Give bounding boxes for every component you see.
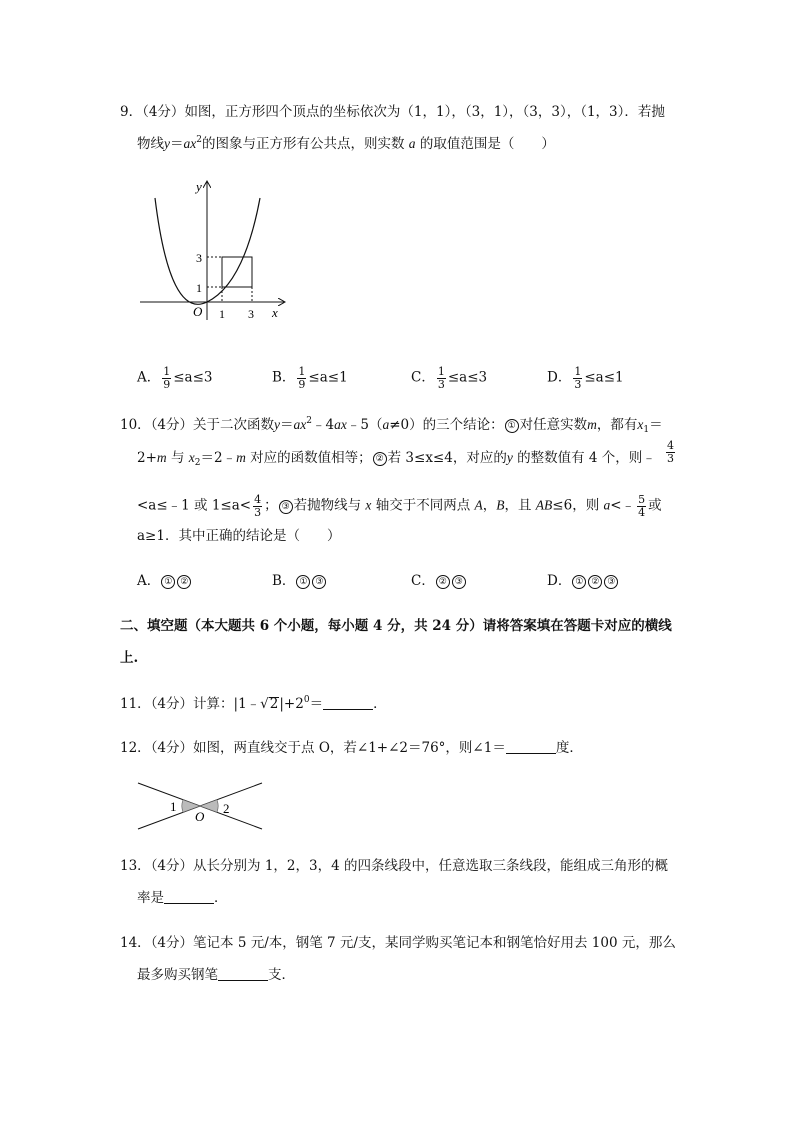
q9-option-a: A． $\frac{1}{9}$ ≤a≤3: [137, 365, 213, 391]
q13-line-2: 率是 ．: [137, 890, 228, 906]
q10-line-1: 10．（4分）关于二次函数$y=ax^2﹣4ax﹣5(a\ne 0)$的三个结论： ① 对任意实数m，都有$x_1=$: [120, 416, 663, 435]
answer-blank[interactable]: [506, 741, 556, 754]
tick-x-1: 1: [219, 307, 225, 321]
tick-x-3: 3: [248, 307, 254, 321]
answer-blank[interactable]: [164, 891, 214, 904]
q10-line-3: <a≤﹣1 或 1≤a< $\frac{4}{3}$ ； ③ 若抛物线与 x 轴交于不同两点 A，B，且 AB≤6，则 a<﹣ $\frac{5}{4}$ 或: [137, 493, 662, 519]
q10-line-4: a≥1．其中正确的结论是（ ）: [137, 528, 341, 544]
tick-y-3: 3: [196, 251, 202, 265]
q9-text: 如图，正方形四个顶点的坐标依次为（1，1），（3，1），（3，3），（1，3）．若抛: [184, 104, 665, 120]
q10-option-a: A． ① ②: [137, 575, 192, 589]
x-axis-label: x: [272, 305, 278, 320]
answer-blank[interactable]: [218, 968, 268, 981]
q14-line-2: 最多购买钢笔 支．: [137, 967, 295, 983]
q9-line-2: 物线$y=ax^2$的图象与正方形有公共点，则实数 a 的取值范围是（ ）: [137, 135, 555, 152]
q10-line-2: 2+m 与 $x_2=2﹣m$ 对应的函数值相等； ② 若 3≤x≤4，对应的y 的整数值有 4 个，则﹣: [137, 450, 656, 468]
square: [222, 257, 252, 287]
q12-line: 12．（4分）如图，两直线交于点 O，若∠1+∠2＝76°，则∠1＝ 度．: [120, 740, 583, 756]
q11-line: 11．（4分）计算：$|1﹣√2|+2^0=$ ．: [120, 695, 387, 712]
q9-score: （4分）: [142, 104, 185, 120]
q9-option-b: B． $\frac{1}{9}$ ≤a≤1: [272, 365, 348, 391]
y-axis-label: y: [196, 179, 202, 194]
q12-intersecting-lines-figure: [135, 778, 265, 833]
answer-blank[interactable]: [323, 697, 373, 710]
q10-frac-4-3: $\frac{4}{3}$: [667, 439, 674, 465]
q13-line-1: 13．（4分）从长分别为 1，2，3，4 的四条线段中，任意选取三条线段，能组成三角形的概: [120, 858, 668, 874]
tick-y-1: 1: [196, 281, 202, 295]
q9-line-1: [120, 106, 665, 120]
q9-equation: y: [164, 136, 170, 151]
section-2-heading-cont: 上.: [120, 650, 139, 666]
q10-option-b: B． ① ③: [272, 575, 327, 589]
point-o-label: O: [195, 809, 205, 824]
origin-label: O: [193, 304, 203, 319]
q14-line-1: 14．（4分）笔记本 5 元/本，钢笔 7 元/支，某同学购买笔记本和钢笔恰好用去 100 元，那么: [120, 935, 676, 951]
q10-option-d: D． ① ② ③: [547, 575, 619, 589]
angle-1-label: 1: [170, 799, 177, 814]
angle-2-label: 2: [223, 801, 230, 816]
q9-parabola-graph: [138, 178, 288, 323]
q10-option-c: C． ② ③: [411, 575, 467, 589]
q9-option-c: C． $\frac{1}{3}$ ≤a≤3: [411, 365, 488, 391]
q9-option-d: D． $\frac{1}{3}$ ≤a≤1: [547, 365, 624, 391]
q9-number: 9．: [120, 104, 143, 120]
section-2-heading: 二、填空题（本大题共 6 个小题，每小题 4 分，共 24 分）请将答案填在答题卡对应的横线: [120, 618, 672, 634]
